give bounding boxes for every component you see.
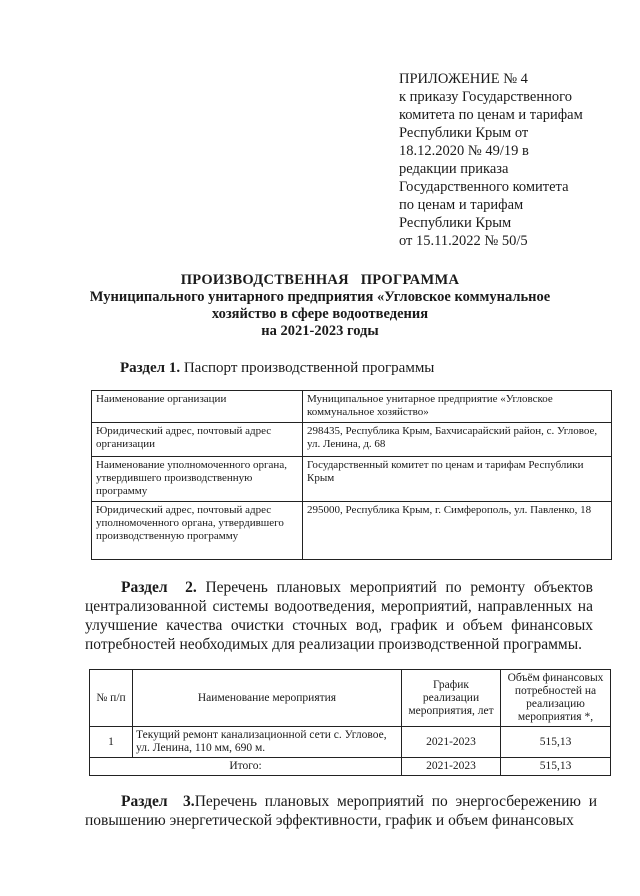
appendix-line: к приказу Государственного — [399, 89, 572, 105]
table-row — [92, 391, 612, 423]
table-header-row — [90, 670, 611, 727]
table-row — [90, 727, 611, 758]
title-line-3: хозяйство в сфере водоотведения — [211, 306, 429, 322]
section-3-label: Раздел 3. — [121, 793, 195, 810]
cell-volume: 515,13 — [501, 727, 611, 758]
passport-value: Государственный комитет по ценам и тарифам Республики Крым — [303, 457, 612, 502]
section-3-text: Перечень плановых мероприятий по энергосбережению и повышению энергетической эффективности, график и объем финансовых — [85, 793, 598, 829]
appendix-line: Республики Крым от — [399, 125, 529, 141]
passport-value: 295000, Республика Крым, г. Симферополь, ул. Павленко, 18 — [303, 502, 612, 560]
appendix-line: 18.12.2020 № 49/19 в — [399, 143, 529, 159]
section-2-text: Перечень плановых мероприятий по ремонту объектов централизованной системы водоотведения, мероприятий, направленных на улучшение качества очистки сточных вод, график и объем финансовых потребностей необходимых для реализации производственной программы. — [85, 579, 593, 653]
table-row — [92, 457, 612, 502]
header-volume: Объём финансовых потребностей на реализацию мероприятия *, — [501, 670, 611, 727]
passport-key: Наименование организации — [92, 391, 303, 423]
table-row — [92, 502, 612, 560]
document-title — [40, 272, 600, 340]
passport-table — [91, 390, 612, 560]
section-1-text: Паспорт производственной программы — [180, 360, 435, 376]
title-main: ПРОИЗВОДСТВЕННАЯ ПРОГРАММА — [180, 272, 460, 288]
section-1-label: Раздел 1. — [120, 360, 181, 376]
measures-table — [89, 669, 611, 776]
table-row — [92, 423, 612, 457]
section-2-label: Раздел 2. — [121, 579, 197, 596]
header-num: № п/п — [90, 670, 133, 727]
header-name: Наименование мероприятия — [133, 670, 402, 727]
cell-num: 1 — [90, 727, 133, 758]
passport-value: Муниципальное унитарное предприятие «Угловское коммунальное хозяйство» — [303, 391, 612, 423]
passport-key: Юридический адрес, почтовый адрес уполномоченного органа, утвердившего производственную программу — [92, 502, 303, 560]
appendix-line: комитета по ценам и тарифам — [399, 107, 583, 123]
section-3-paragraph — [85, 792, 597, 830]
appendix-line: Государственного комитета — [399, 179, 569, 195]
appendix-block — [399, 70, 599, 250]
title-line-2: Муниципального унитарного предприятия «Угловское коммунальное — [89, 289, 551, 305]
title-line-4: на 2021-2023 годы — [261, 323, 379, 339]
passport-value: 298435, Республика Крым, Бахчисарайский район, с. Угловое, ул. Ленина, д. 68 — [303, 423, 612, 457]
table-total-row — [90, 758, 611, 776]
appendix-line: от 15.11.2022 № 50/5 — [399, 233, 528, 249]
total-schedule: 2021-2023 — [402, 758, 501, 776]
appendix-line: редакции приказа — [399, 161, 509, 177]
passport-key: Наименование уполномоченного органа, утвердившего производственную программу — [92, 457, 303, 502]
section-1-heading — [120, 360, 434, 377]
section-2-paragraph — [85, 578, 593, 654]
appendix-line: Республики Крым — [399, 215, 512, 231]
cell-name: Текущий ремонт канализационной сети с. Угловое, ул. Ленина, 110 мм, 690 м. — [133, 727, 402, 758]
passport-key: Юридический адрес, почтовый адрес организации — [92, 423, 303, 457]
total-label: Итого: — [90, 758, 402, 776]
appendix-line: ПРИЛОЖЕНИЕ № 4 — [399, 71, 528, 87]
header-schedule: График реализации мероприятия, лет — [402, 670, 501, 727]
appendix-line: по ценам и тарифам — [399, 197, 524, 213]
total-volume: 515,13 — [501, 758, 611, 776]
cell-schedule: 2021-2023 — [402, 727, 501, 758]
